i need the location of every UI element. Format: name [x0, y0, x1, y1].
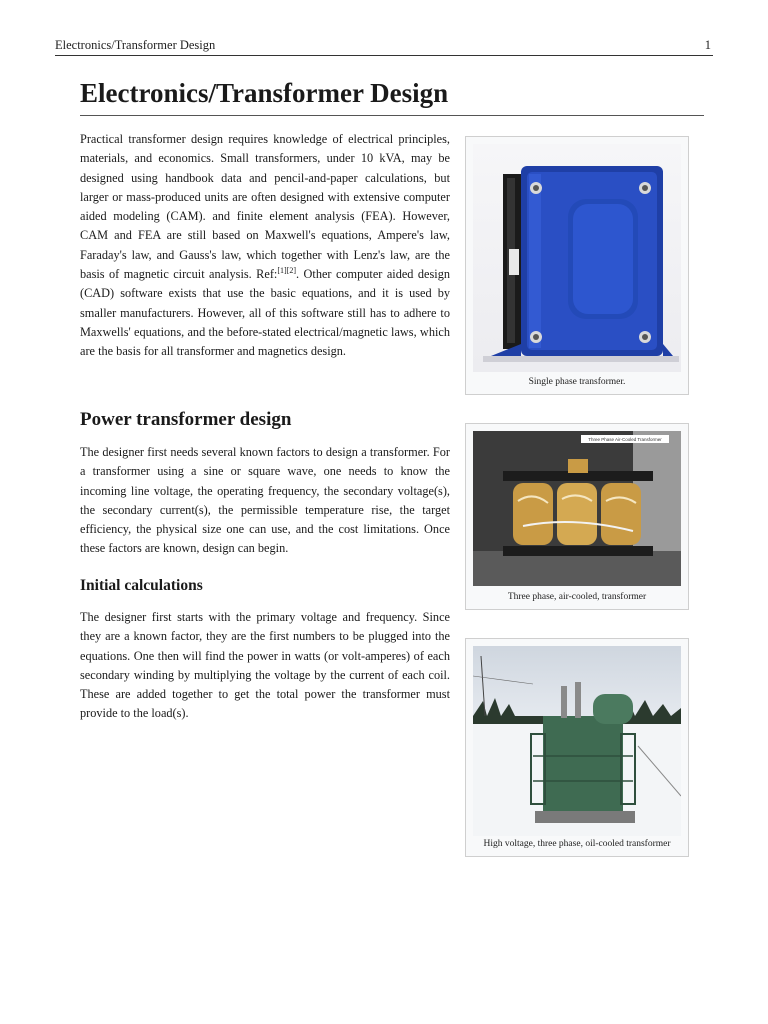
initial-text: The designer first starts with the primary voltage and frequency. Since they are a known factor, they are the first numbers to be plugged into the equations. One then will find the power in watts (or volt-amperes) of each secondary winding by multiplying the voltage by the current of each coil. These are added together to get the total power the transformer must provide to the load(s).: [80, 610, 450, 721]
figure-caption-single-phase: Single phase transformer.: [528, 377, 626, 387]
oil-cooled-transformer-image[interactable]: [473, 646, 681, 836]
single-phase-transformer-image[interactable]: [473, 144, 681, 372]
section-heading-initial: Initial calculations: [80, 577, 203, 594]
power-paragraph: [80, 443, 450, 559]
running-header: [55, 38, 713, 56]
citation-link[interactable]: [1][2]: [277, 266, 297, 276]
figure-oil-cooled: [465, 638, 689, 857]
figure-caption-oil-cooled: High voltage, three phase, oil-cooled transformer: [483, 839, 671, 849]
power-text: The designer first needs several known factors to design a transformer. For a transformer using a sine or square wave, one needs to know the incoming line voltage, the operating frequency, the secondary voltage(s), the secondary current(s), the permissible temperature rise, the target efficiency, the physical size one can use, and the cost limitations. Once these factors are known, design can begin.: [80, 445, 450, 556]
section-heading-power: Power transformer design: [80, 409, 292, 430]
figure-caption-three-phase-air: Three phase, air-cooled, transformer: [507, 592, 647, 602]
initial-paragraph: [80, 608, 450, 724]
intro-text: Practical transformer design requires knowledge of electrical principles, materials, and economics. Small transformers, under 10 kVA, may be designed using handbook data and pencil-and-paper calculations, but larger or mass-produced units are often designed with extensive computer aided modeling (CAM). and finite element analysis (FEA). However, CAM and FEA are still based on Maxwell's equations, Ampere's law, Faraday's law, and Gauss's law, which together with Lenz's law, are the basis of magnetic circuit analysis. Ref:: [80, 132, 450, 282]
intro-paragraph: [80, 130, 450, 362]
three-phase-air-cooled-image[interactable]: [473, 431, 681, 586]
page-number: 1: [704, 38, 711, 52]
image-label: Three Phase Air-Cooled Transformer: [588, 437, 662, 442]
page-title: Electronics/Transformer Design: [80, 78, 704, 116]
figure-three-phase-air: [465, 423, 689, 610]
intro-text-cont: . Other computer aided design (CAD) software exists that use the basic equations, and it is used by smaller manufacturers. However, all of this software still has to adhere to Maxwells' equations, and the before-stated electrical/magnetic laws, which are the basis for all transformer and magnetics design.: [80, 267, 450, 359]
running-header-title: Electronics/Transformer Design: [55, 38, 216, 52]
figure-single-phase: [465, 136, 689, 395]
